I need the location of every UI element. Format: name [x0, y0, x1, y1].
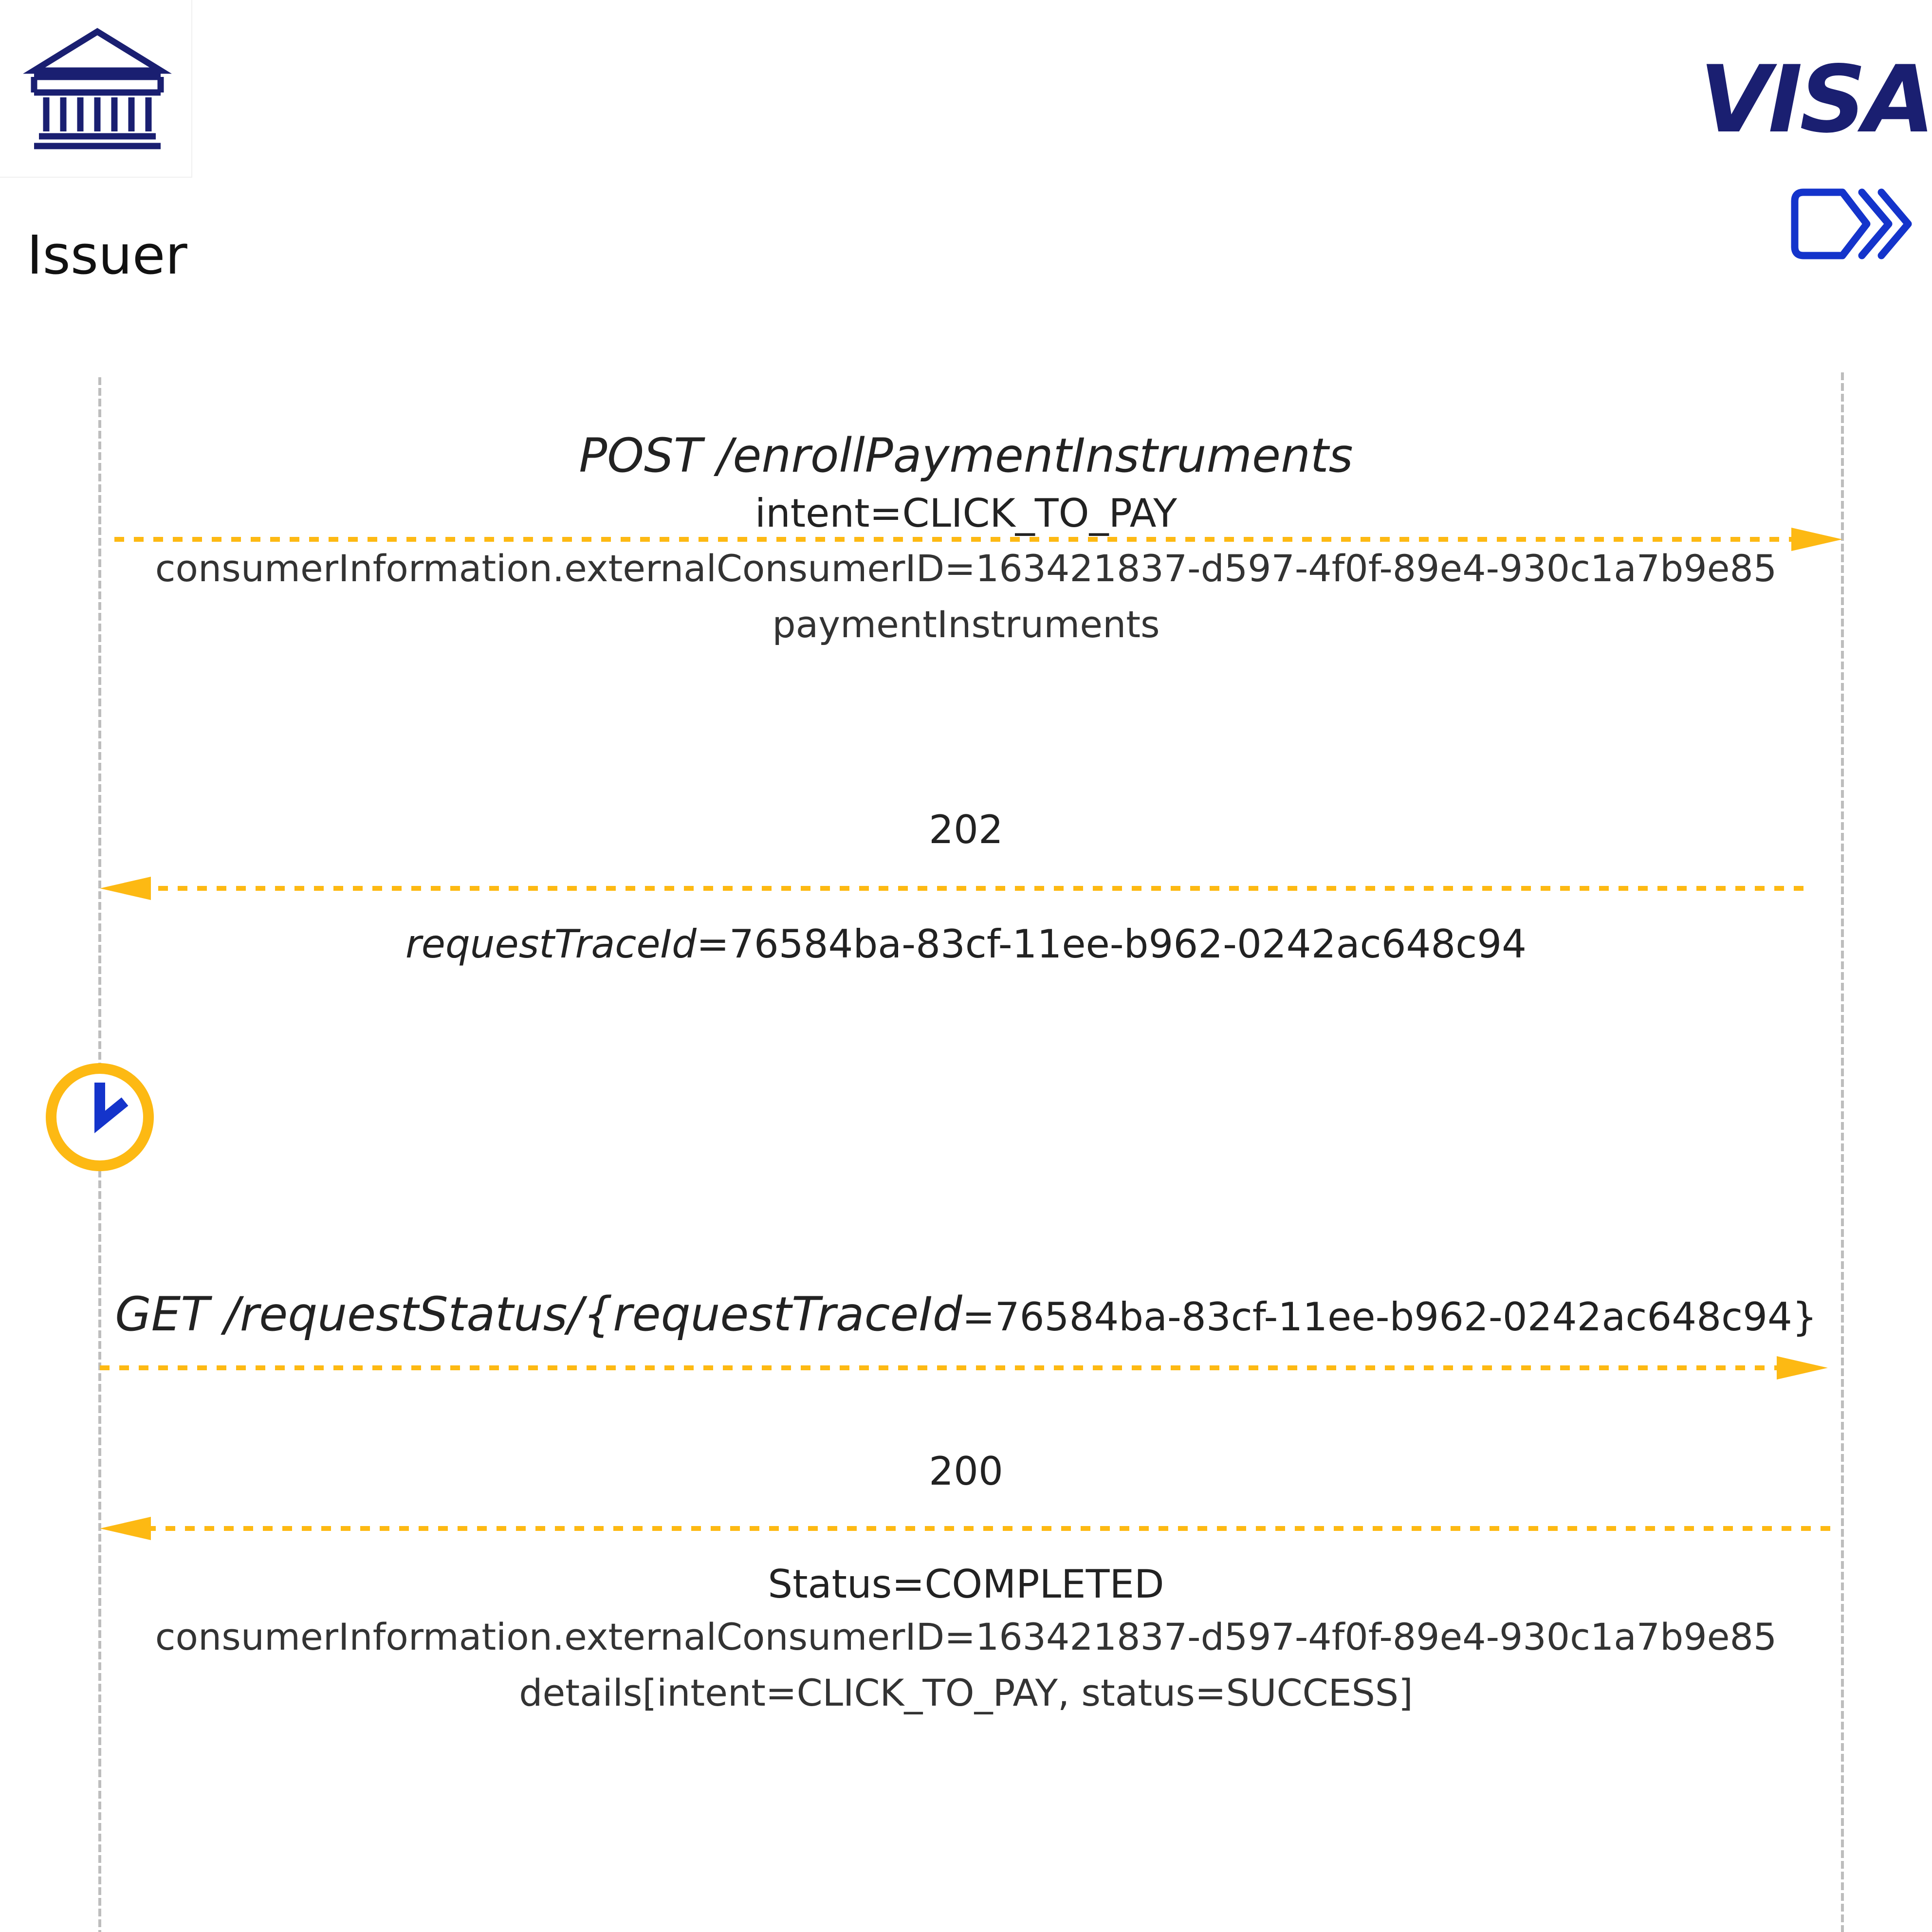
issuer-label: Issuer [27, 224, 187, 286]
enroll-intent: intent=CLICK_TO_PAY [754, 491, 1178, 536]
trace-id-value: =76584ba-83cf-11ee-b962-0242ac648c94 [696, 921, 1527, 967]
response-202-trace-id [0, 921, 1932, 967]
arrow-status-request [100, 1356, 1828, 1380]
arrow-202-response [100, 877, 1803, 900]
enroll-consumer-id: consumerInformation.externalConsumerID=163421837-d597-4f0f-89e4-930c1a7b9e85 [155, 547, 1777, 590]
enroll-request-title: POST /enrollPaymentInstruments [579, 428, 1353, 483]
visa-logo: VISA [1699, 46, 1932, 153]
status-request-trace-value: =76584ba-83cf-11ee-b962-0242ac648c94} [962, 1294, 1817, 1340]
status-request-title [0, 1287, 1932, 1342]
clock-icon [49, 1066, 151, 1168]
status-request-path: GET /requestStatus/{requestTraceId [115, 1287, 962, 1342]
response-202-status: 202 [929, 807, 1003, 852]
enroll-payment-instruments: paymentInstruments [772, 603, 1160, 646]
response-200-consumer-id: consumerInformation.externalConsumerID=163421837-d597-4f0f-89e4-930c1a7b9e85 [155, 1615, 1777, 1658]
trace-id-key: requestTraceId [405, 921, 697, 967]
arrow-200-response [100, 1517, 1830, 1540]
response-200-details: details[intent=CLICK_TO_PAY, status=SUCCESS] [519, 1671, 1413, 1714]
response-200-completed: Status=COMPLETED [768, 1562, 1164, 1607]
response-200-status: 200 [929, 1449, 1003, 1494]
